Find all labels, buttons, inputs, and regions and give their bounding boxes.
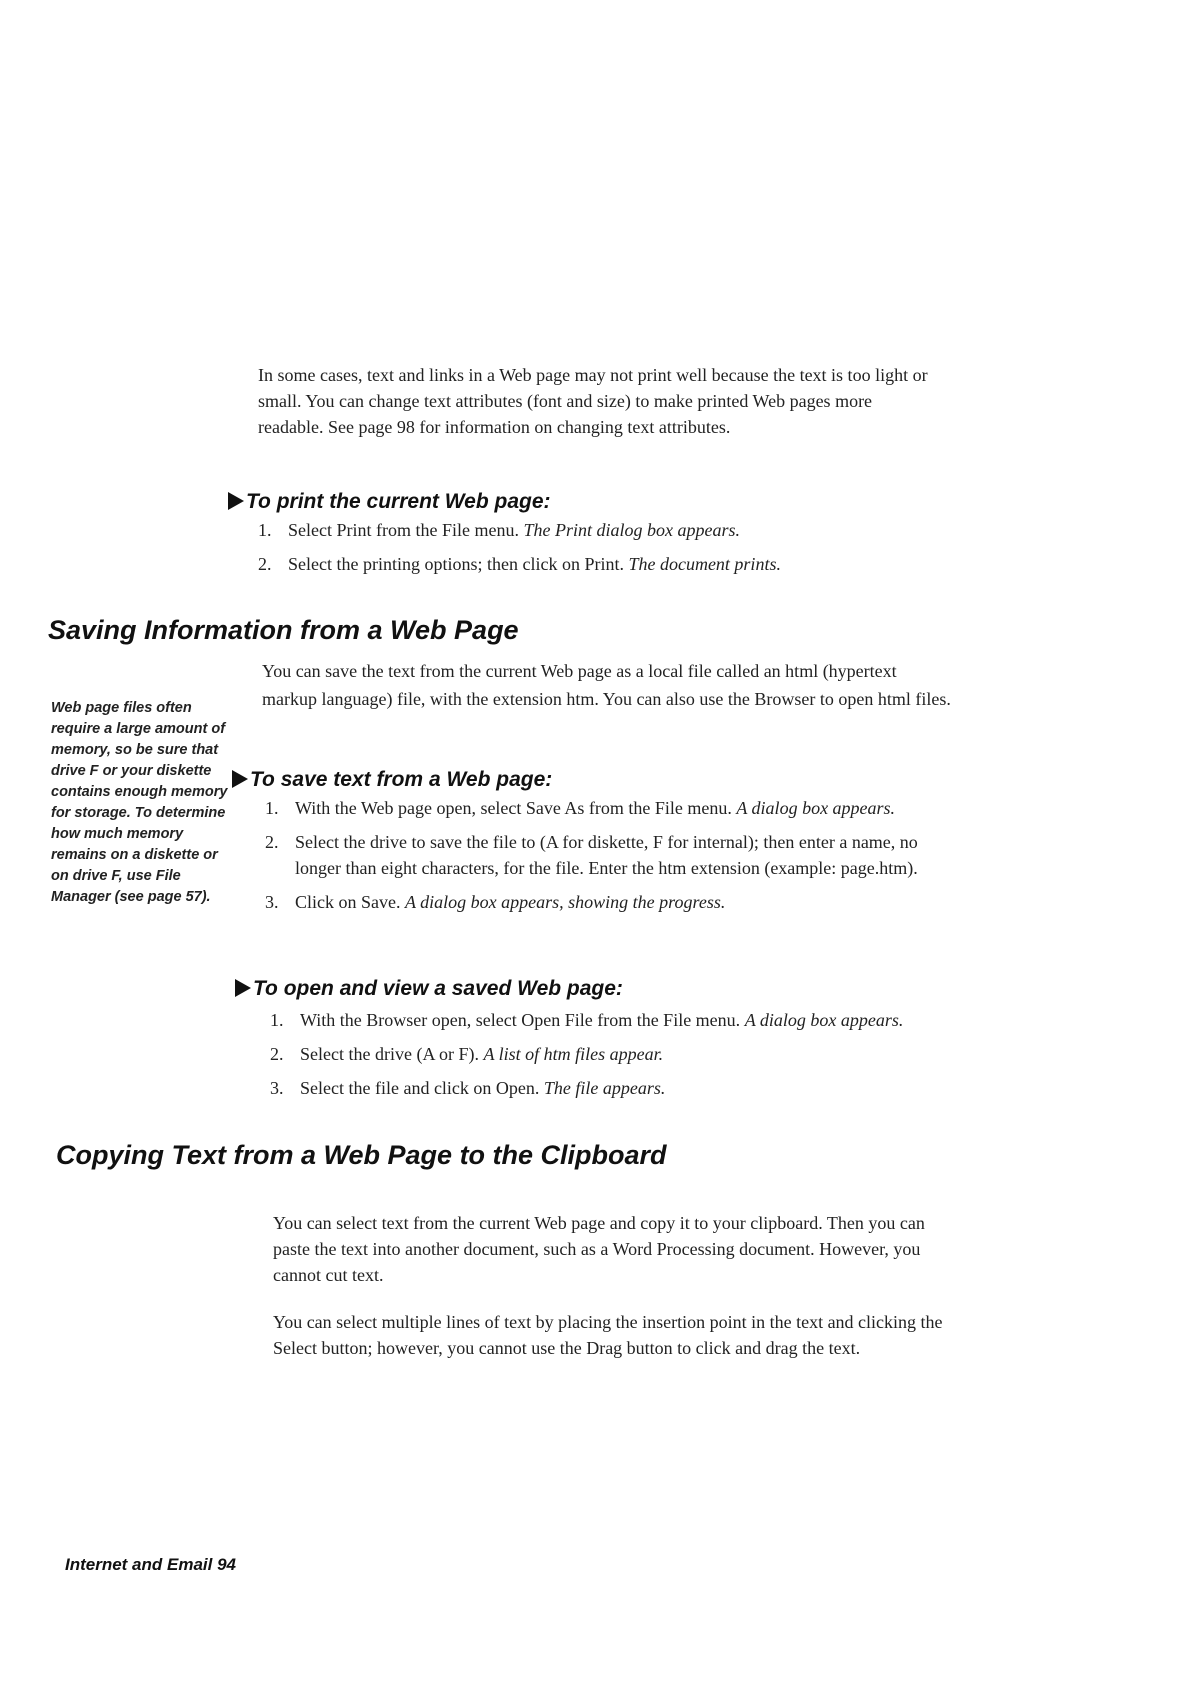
list-item [258, 517, 938, 543]
copy-paragraph-1: You can select text from the current Web page and copy it to your clipboard. Then you can paste the text into another document, such as a Word Processing document. However, you cannot cut text. [273, 1213, 925, 1285]
saving-intro-paragraph: You can save the text from the current Web page as a local file called an html (hypertext markup language) file, with the extension htm. You can also use the Browser to open html files. [262, 661, 951, 709]
step-result: The document prints. [628, 554, 781, 574]
save-heading-text: To save text from a Web page: [250, 768, 553, 791]
list-item [258, 551, 938, 577]
list-item [270, 1075, 960, 1101]
step-text: With the Browser open, select Open File from the File menu. [300, 1010, 745, 1030]
arrow-icon [232, 770, 248, 788]
step-text: Select the drive to save the file to (A for diskette, F for internal); then enter a name, no longer than eight characters, for the file. Enter the htm extension (example: page.htm). [295, 832, 918, 878]
step-number: 3. [270, 1078, 284, 1098]
arrow-icon [228, 492, 244, 510]
step-text: Select Print from the File menu. [288, 520, 524, 540]
step-number: 3. [265, 892, 279, 912]
step-number: 1. [270, 1010, 284, 1030]
step-text: With the Web page open, select Save As from the File menu. [295, 798, 737, 818]
print-intro-paragraph: In some cases, text and links in a Web page may not print well because the text is too light or small. You can change text attributes (font and size) to make printed Web pages more readable. See page 98 for information on changing text attributes. [258, 365, 928, 437]
print-steps [258, 517, 938, 585]
step-text: Select the file and click on Open. [300, 1078, 544, 1098]
step-text: Select the drive (A or F). [300, 1044, 484, 1064]
save-heading [232, 768, 552, 792]
step-number: 1. [258, 520, 272, 540]
step-number: 2. [258, 554, 272, 574]
section-title-saving: Saving Information from a Web Page [48, 615, 519, 645]
list-item [265, 829, 955, 881]
print-heading-text: To print the current Web page: [246, 490, 551, 513]
list-item [270, 1041, 960, 1067]
step-text: Select the printing options; then click on Print. [288, 554, 629, 574]
step-text: Click on Save. [295, 892, 405, 912]
step-number: 1. [265, 798, 279, 818]
open-heading-text: To open and view a saved Web page: [253, 977, 623, 1000]
open-heading [235, 977, 623, 1001]
section-title-copying: Copying Text from a Web Page to the Clipboard [56, 1140, 667, 1170]
step-number: 2. [265, 832, 279, 852]
step-result: A list of htm files appear. [483, 1044, 664, 1064]
arrow-icon [235, 979, 251, 997]
copy-paragraph-2: You can select multiple lines of text by placing the insertion point in the text and clicking the Select button; however, you cannot use the Drag button to click and drag the text. [273, 1312, 943, 1358]
step-number: 2. [270, 1044, 284, 1064]
step-result: The file appears. [543, 1078, 666, 1098]
save-steps [265, 795, 955, 923]
side-note: Web page files often require a large amount of memory, so be sure that drive F or your diskette contains enough memory for storage. To determine how much memory remains on a diskette or on drive F, use File Manager (see page 57). [51, 700, 228, 905]
list-item [265, 795, 955, 821]
step-result: A dialog box appears. [736, 798, 896, 818]
print-heading [228, 490, 551, 514]
list-item [265, 889, 955, 915]
step-result: A dialog box appears, showing the progress. [405, 892, 726, 912]
step-result: The Print dialog box appears. [523, 520, 740, 540]
open-steps [270, 1007, 960, 1109]
page-footer: Internet and Email 94 [65, 1555, 236, 1574]
list-item [270, 1007, 960, 1033]
step-result: A dialog box appears. [744, 1010, 904, 1030]
